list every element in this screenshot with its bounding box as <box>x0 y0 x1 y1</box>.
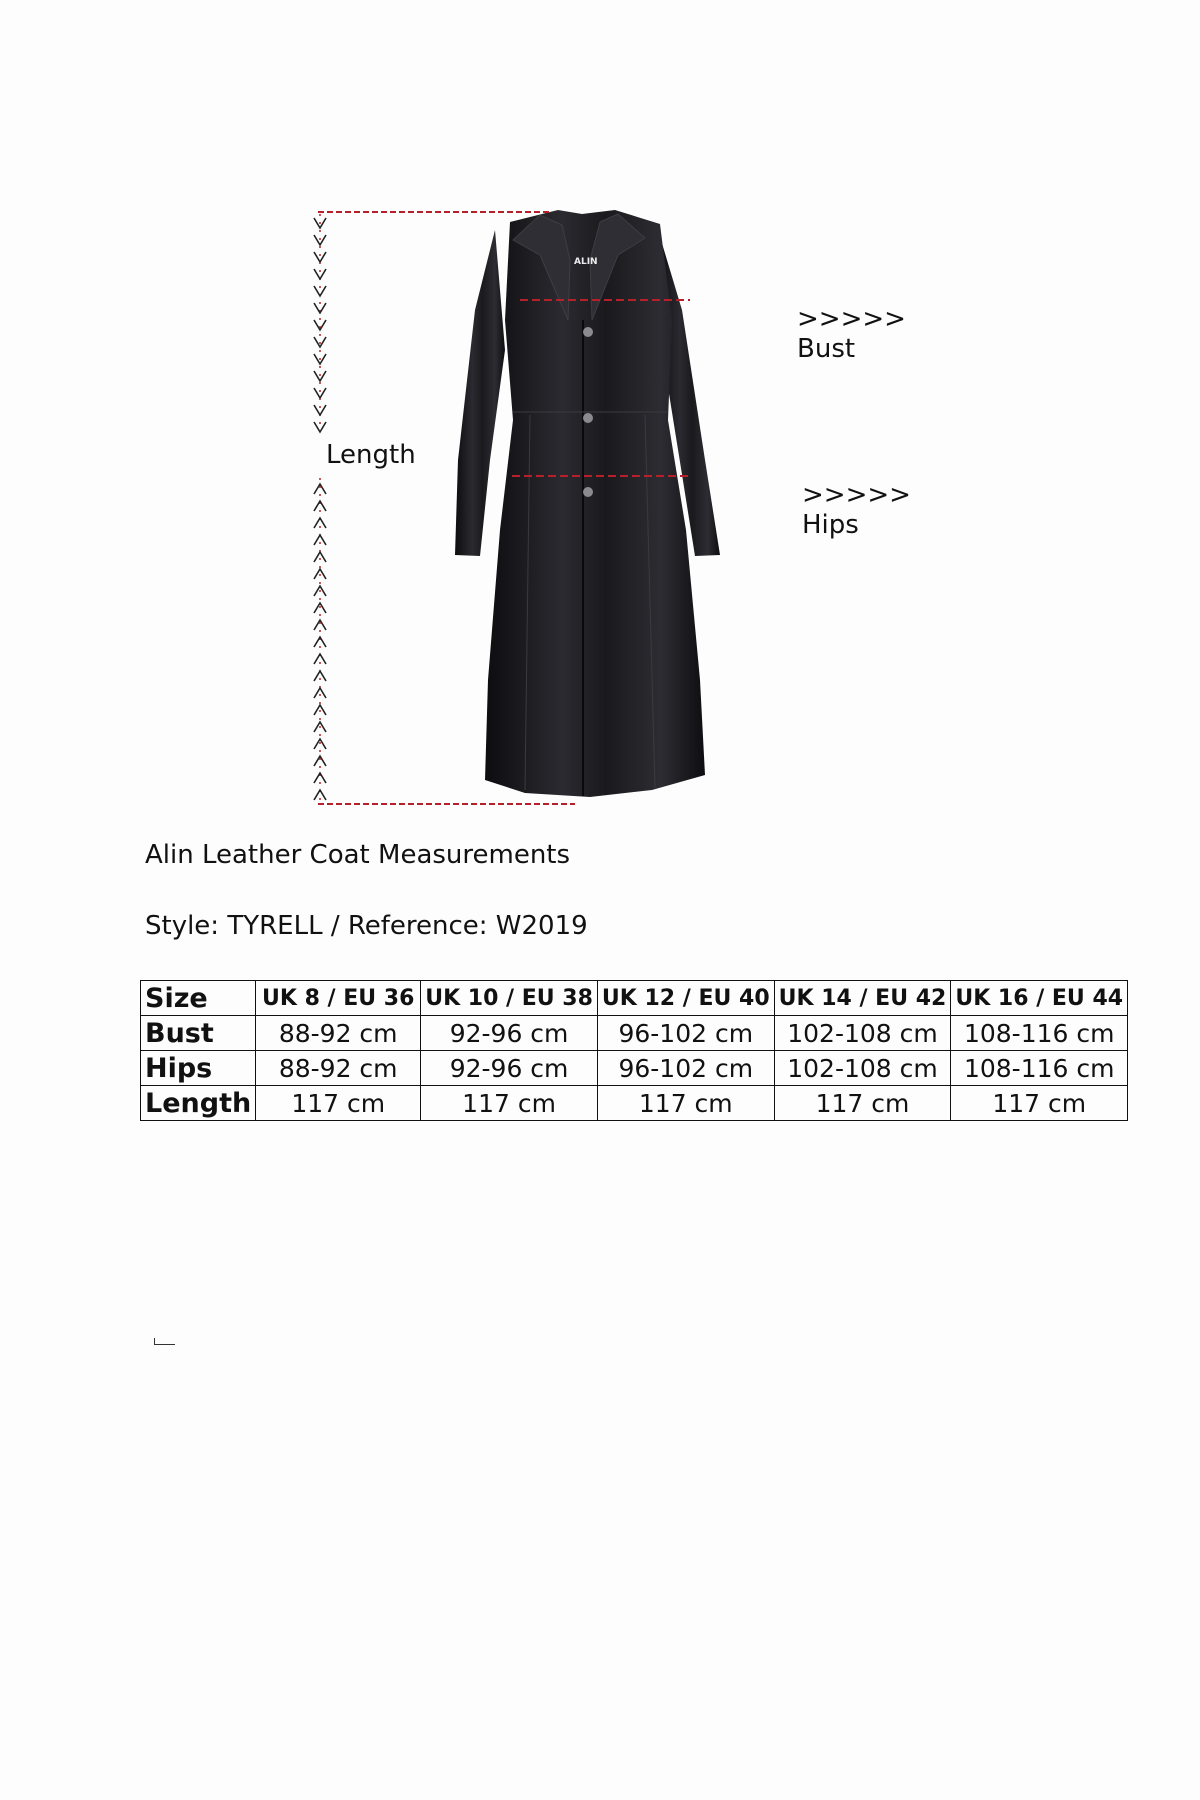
table-row <box>141 1016 1128 1051</box>
document-title: Alin Leather Coat Measurements <box>145 840 571 870</box>
table-cell: 96-102 cm <box>597 1016 774 1051</box>
brand-logo: ALIN <box>574 257 598 267</box>
table-cell: 117 cm <box>774 1086 951 1121</box>
style-reference: Style: TYRELL / Reference: W2019 <box>145 911 588 941</box>
chevron-down-icon <box>314 303 326 313</box>
chevron-up-icon <box>314 552 326 562</box>
table-cell: 102-108 cm <box>774 1051 951 1086</box>
row-label-length: Length <box>141 1086 256 1121</box>
table-cell: 117 cm <box>597 1086 774 1121</box>
chevron-up-icon <box>314 484 326 494</box>
row-label-bust: Bust <box>141 1016 256 1051</box>
table-row <box>141 1051 1128 1086</box>
hips-label: >>>>> Hips <box>802 480 911 540</box>
header-uk10: UK 10 / EU 38 <box>421 981 598 1016</box>
chevron-up-icon <box>314 620 326 630</box>
table-cell: 117 cm <box>421 1086 598 1121</box>
bust-label: >>>>> Bust <box>797 304 906 364</box>
coat-measurement-figure <box>300 200 911 820</box>
table-cell: 117 cm <box>951 1086 1128 1121</box>
coat-left-sleeve <box>455 230 505 556</box>
corner-mark <box>154 1338 175 1345</box>
chevron-up-icon <box>314 501 326 511</box>
table-cell: 88-92 cm <box>256 1051 421 1086</box>
table-cell: 88-92 cm <box>256 1016 421 1051</box>
header-uk14: UK 14 / EU 42 <box>774 981 951 1016</box>
length-label: Length <box>326 440 416 470</box>
header-uk12: UK 12 / EU 40 <box>597 981 774 1016</box>
chevron-down-icon <box>314 388 326 398</box>
chevron-up-icon <box>314 773 326 783</box>
chevron-up-icon <box>314 756 326 766</box>
table-header-row <box>141 981 1128 1016</box>
chevron-up-icon <box>314 637 326 647</box>
table-cell: 92-96 cm <box>421 1051 598 1086</box>
table-cell: 108-116 cm <box>951 1016 1128 1051</box>
coat-button-1 <box>583 327 593 337</box>
table-cell: 108-116 cm <box>951 1051 1128 1086</box>
table-cell: 96-102 cm <box>597 1051 774 1086</box>
coat-button-3 <box>583 487 593 497</box>
chevron-down-icon <box>314 320 326 330</box>
chevron-up-icon <box>314 688 326 698</box>
coat-button-2 <box>583 413 593 423</box>
table-cell: 117 cm <box>256 1086 421 1121</box>
size-chart-table <box>140 980 1128 1121</box>
header-uk16: UK 16 / EU 44 <box>951 981 1128 1016</box>
header-size: Size <box>141 981 256 1016</box>
table-cell: 92-96 cm <box>421 1016 598 1051</box>
table-row <box>141 1086 1128 1121</box>
row-label-hips: Hips <box>141 1051 256 1086</box>
chevron-down-icon <box>314 252 326 262</box>
table-cell: 102-108 cm <box>774 1016 951 1051</box>
header-uk8: UK 8 / EU 36 <box>256 981 421 1016</box>
